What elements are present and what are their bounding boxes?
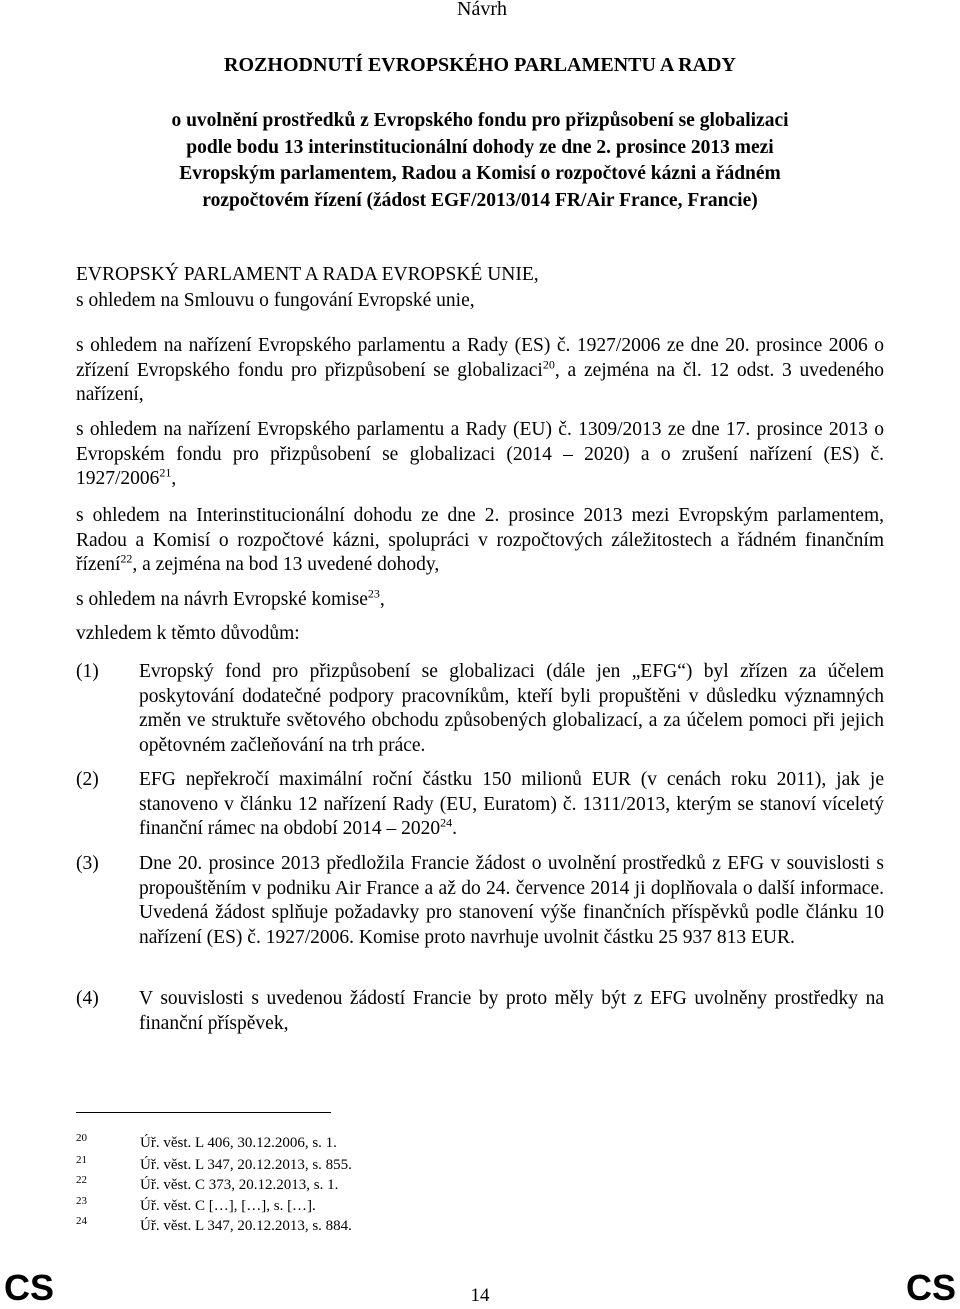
citation-tail: , a zejména na bod 13 uvedené dohody,	[132, 554, 440, 575]
document-subtitle: o uvolnění prostředků z Evropského fondu pro přizpůsobení se globalizaci podle bodu 13 interinstitucionální dohody ze dne 2. prosince 2013 mezi Evropským parlamentem, Radou a Komisí o rozpočtové kázni a řádném rozpočtovém řízení (žádost EGF/2013/014 FR/Air France, Francie)	[171, 110, 789, 211]
citation-tail: , a zejména na čl. 12 odst. 3 uvedeného nařízení,	[76, 359, 884, 405]
draft-label: Návrh	[457, 0, 507, 20]
citation-regulation-1927	[76, 334, 884, 408]
footer-language-right: CS	[905, 1267, 956, 1308]
footnote-ref: 23	[367, 586, 380, 601]
recital-number: (1)	[76, 661, 99, 682]
footnote-number: 22	[76, 1174, 87, 1186]
recital-text: Evropský fond pro přizpůsobení se globalizaci (dále jen „EFG“) byl zřízen za účelem poskytování dodatečné podpory pracovníkům, kteří byli propuštěni v důsledku významných změn ve struktuře světového obchodu způsobených globalizací, a za účelem pomoci při jejich opětovném začleňování na trh práce.	[139, 661, 884, 756]
footnote-ref: 24	[440, 815, 453, 830]
citation-text: s ohledem na Interinstitucionální dohodu ze dne 2. prosince 2013 mezi Evropským parlamentem, Radou a Komisí o rozpočtové kázni, spolupráci v rozpočtových záležitostech a řádném finančním řízení	[76, 505, 884, 575]
footnote-text: Úř. věst. L 347, 20.12.2013, s. 884.	[140, 1218, 352, 1234]
document-title: ROZHODNUTÍ EVROPSKÉHO PARLAMENTU A RADY	[224, 54, 736, 76]
recital-number: (2)	[76, 769, 99, 790]
footnote-number: 24	[76, 1215, 87, 1227]
footnote-ref: 22	[120, 551, 133, 566]
recital-text: EFG nepřekročí maximální roční částku 150 milionů EUR (v cenách roku 2011), jak je stanoveno v článku 12 nařízení Rady (EU, Euratom) č. 1311/2013, kterým se stanoví víceletý finanční rámec na období 2014 – 2020$^{24}$.	[139, 769, 884, 839]
preamble-authors: EVROPSKÝ PARLAMENT A RADA EVROPSKÉ UNIE,	[76, 264, 539, 285]
footnote-text: Úř. věst. C 373, 20.12.2013, s. 1.	[140, 1177, 339, 1193]
citation-text: s ohledem na návrh Evropské komise	[76, 589, 368, 610]
footer-language-left: CS	[4, 1267, 55, 1308]
citation-tail: ,	[171, 468, 177, 489]
citation-interinstitutional-agreement	[76, 504, 884, 578]
footnote-separator	[76, 1112, 331, 1113]
footnote-number: 23	[76, 1195, 87, 1207]
recital-number: (3)	[76, 853, 99, 874]
citation-commission-proposal	[76, 588, 884, 613]
page-number: 14	[470, 1285, 490, 1306]
footnote	[76, 1211, 776, 1236]
citation-tail: ,	[379, 589, 385, 610]
footnote-text: Úř. věst. C […], […], s. […].	[140, 1198, 316, 1214]
footnote-ref: 21	[159, 465, 172, 480]
recital-text: V souvislosti s uvedenou žádostí Francie by proto měly být z EFG uvolněny prostředky na finanční příspěvek,	[139, 988, 884, 1034]
footnote-text: Úř. věst. L 406, 30.12.2006, s. 1.	[140, 1135, 337, 1151]
footnote-ref: 20	[542, 357, 555, 371]
citation-treaty: s ohledem na Smlouvu o fungování Evropské unie,	[76, 290, 475, 311]
footnote-number: 20	[76, 1132, 87, 1144]
recital-number: (4)	[76, 988, 99, 1009]
whereas-heading: vzhledem k těmto důvodům:	[76, 623, 300, 644]
footnote-number: 21	[76, 1154, 87, 1166]
citation-text: s ohledem na nařízení Evropského parlamentu a Rady (ES) č. 1927/2006 ze dne 20. prosince 2006 o zřízení Evropského fondu pro přizpůsobení se globalizaci	[76, 335, 884, 381]
footnote-text: Úř. věst. L 347, 20.12.2013, s. 855.	[140, 1157, 352, 1173]
citation-text: s ohledem na nařízení Evropského parlamentu a Rady (EU) č. 1309/2013 ze dne 17. prosince 2013 o Evropském fondu pro přizpůsobení se globalizaci (2014 – 2020) a o zrušení nařízení (ES) č. 1927/2006	[76, 419, 884, 489]
recital-text: Dne 20. prosince 2013 předložila Francie žádost o uvolnění prostředků z EFG v souvislosti s propouštěním v podniku Air France a až do 24. července 2014 ji doplňovala o další informace. Uvedená žádost splňuje požadavky pro stanovení výše finančních příspěvků podle článku 10 nařízení (ES) č. 1927/2006. Komise proto navrhuje uvolnit částku 25 937 813 EUR.	[139, 853, 884, 948]
citation-regulation-1309	[76, 418, 884, 492]
